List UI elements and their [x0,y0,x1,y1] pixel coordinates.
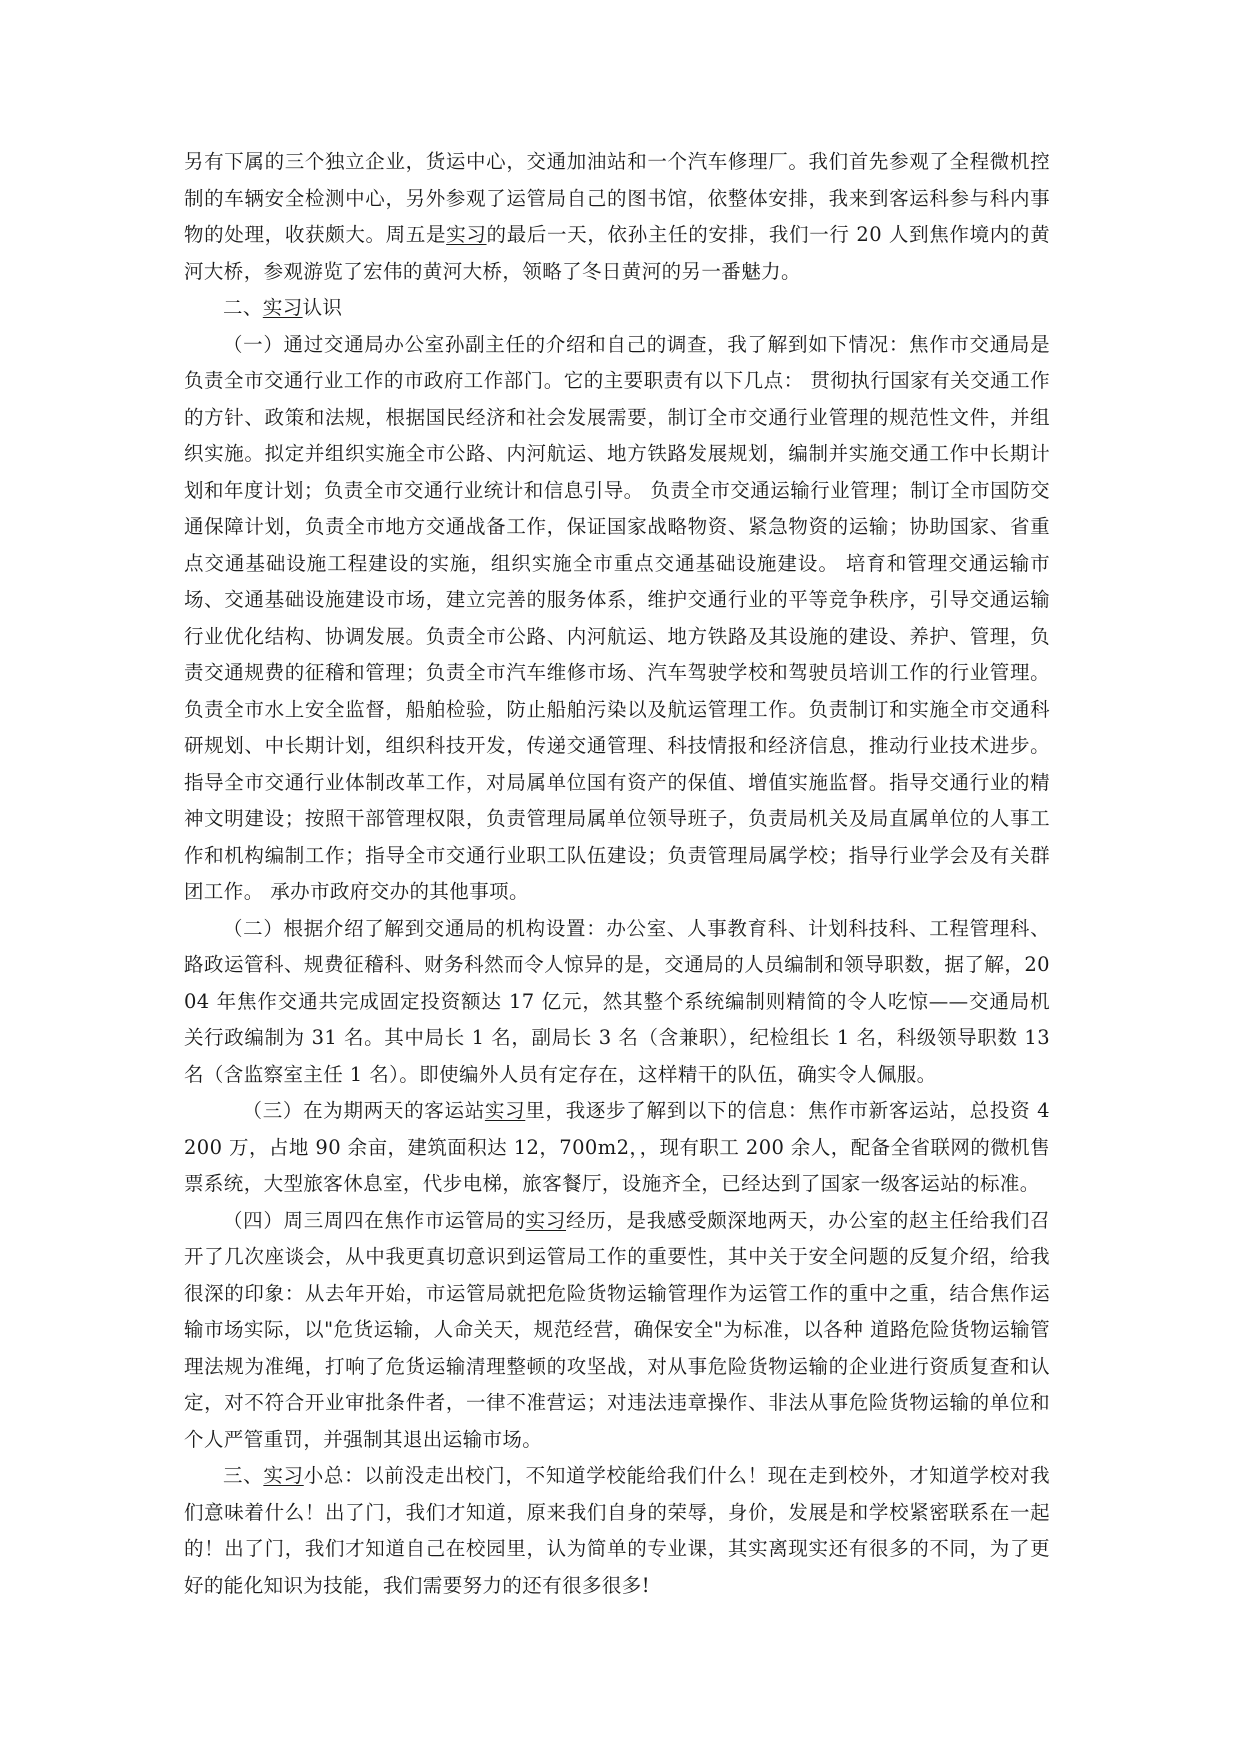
underlined-keyword: 实习 [446,223,487,246]
text-segment: （一）通过交通局办公室孙副主任的介绍和自己的调查，我了解到如下情况：焦作市交通局是负责全市交通行业工作的市政府工作部门。它的主要职责有以下几点： 贯彻执行国家有关交通工作的方针、政策和法规，根据国民经济和社会发展需要，制订全市交通行业管理的规范性文件，并组织实施。拟定并组织实施全市公路、内河航运、地方铁路发展规划，编制并实施交通工作中长期计划和年度计划；负责全市交通行业统计和信息引导。 负责全市交通运输行业管理；制订全市国防交通保障计划，负责全市地方交通战备工作，保证国家战略物资、紧急物资的运输；协助国家、省重点交通基础设施工程建设的实施，组织实施全市重点交通基础设施建设。 培育和管理交通运输市场、交通基础设施建设市场，建立完善的服务体系，维护交通行业的平等竞争秩序，引导交通运输行业优化结构、协调发展。负责全市公路、内河航运、地方铁路及其设施的建设、养护、管理，负责交通规费的征稽和管理；负责全市汽车维修市场、汽车驾驶学校和驾驶员培训工作的行业管理。负责全市水上安全监督，船舶检验，防止船舶污染以及航运管理工作。负责制订和实施全市交通科研规划、中长期计划，组织科技开发，传递交通管理、科技情报和经济信息，推动行业技术进步。指导全市交通行业体制改革工作，对局属单位国有资产的保值、增值实施监督。指导交通行业的精神文明建设；按照干部管理权限，负责管理局属单位领导班子，负责局机关及局直属单位的人事工作和机构编制工作；指导全市交通行业职工队伍建设；负责管理局属学校；指导行业学会及有关群团工作。 承办市政府交办的其他事项。 [184,332,1050,903]
section-heading-internship-understanding [184,290,1050,327]
text-segment: 小总：以前没走出校门，不知道学校能给我们什么！现在走到校外，才知道学校对我们意味着什么！出了门，我们才知道，原来我们自身的荣辱，身价，发展是和学校紧密联系在一起的！出了门，我们才知道自己在校园里，认为简单的专业课，其实离现实还有很多的不同，为了更好的能化知识为技能，我们需要努力的还有很多很多! [184,1464,1050,1597]
underlined-keyword: 实习 [525,1208,567,1232]
underlined-keyword: 实习 [262,296,303,319]
text-segment: （二）根据介绍了解到交通局的机构设置：办公室、人事教育科、计划科技科、工程管理科、路政运管科、规费征稽科、财务科然而令人惊异的是，交通局的人员编制和领导职数，据了解，2004 年焦作交通共完成固定投资额达 17 亿元，然其整个系统编制则精简的令人吃惊——交通局机关行政编制为 31 名。其中局长 1 名，副局长 3 名（含兼职），纪检组长 1 名，科级领导职数 13 名（含监察室主任 1 名）。即使编外人员有定存在，这样精干的队伍，确实令人佩服。 [184,916,1050,1086]
underlined-keyword: 实习 [263,1464,304,1487]
document-page [184,144,1050,1604]
text-segment: 里，我逐步了解到以下的信息：焦作市新客运站，总投资 4200 万，占地 90 余亩，建筑面积达 12，700m2，，现有职工 200 余人，配备全省联网的微机售票系统，大型旅客休息室，代步电梯，旅客餐厅，设施齐全，已经达到了国家一级客运站的标准。 [184,1099,1050,1195]
text-segment: （四）周三周四在焦作市运管局的 [223,1208,526,1232]
text-segment: 经历，是我感受颇深地两天，办公室的赵主任给我们召开了几次座谈会，从中我更真切意识到运管局工作的重要性，其中关于安全问题的反复介绍，给我很深的印象：从去年开始，市运管局就把危险货物运输管理作为运管工作的重中之重，结合焦作运输市场实际，以"危货运输，人命关天，规范经营，确保安全"为标准，以各种 道路危险货物运输管理法规为准绳，打响了危货运输清理整顿的攻坚战，对从事危险货物运输的企业进行资质复查和认定，对不符合开业审批条件者，一律不准营运；对违法违章操作、非法从事危险货物运输的单位和个人严管重罚，并强制其退出运输市场。 [184,1208,1050,1451]
paragraph-bureau-structure [184,911,1050,1094]
paragraph-bureau-duties [184,327,1050,911]
text-segment: 认识 [302,296,343,319]
paragraph-bus-station [184,1093,1050,1203]
text-segment: 的最后一天，依孙主任的安排，我们一行 20 人到焦作境内的黄河大桥，参观游览了宏伟的黄河大桥，领略了冬日黄河的另一番魅力。 [184,223,1050,283]
paragraph-transport-safety [184,1203,1050,1459]
paragraph-internship-summary [184,1458,1050,1604]
text-segment: 另有下属的三个独立企业，货运中心，交通加油站和一个汽车修理厂。我们首先参观了全程微机控制的车辆安全检测中心，另外参观了运管局自己的图书馆，依整体安排，我来到客运科参与科内事物的处理，收获颇大。周五是 [184,150,1050,246]
text-segment: 二、 [223,296,263,319]
paragraph-visit-summary [184,144,1050,290]
underlined-keyword: 实习 [484,1099,526,1122]
text-segment: 三、 [223,1464,264,1487]
text-segment: （三）在为期两天的客运站 [242,1099,485,1122]
